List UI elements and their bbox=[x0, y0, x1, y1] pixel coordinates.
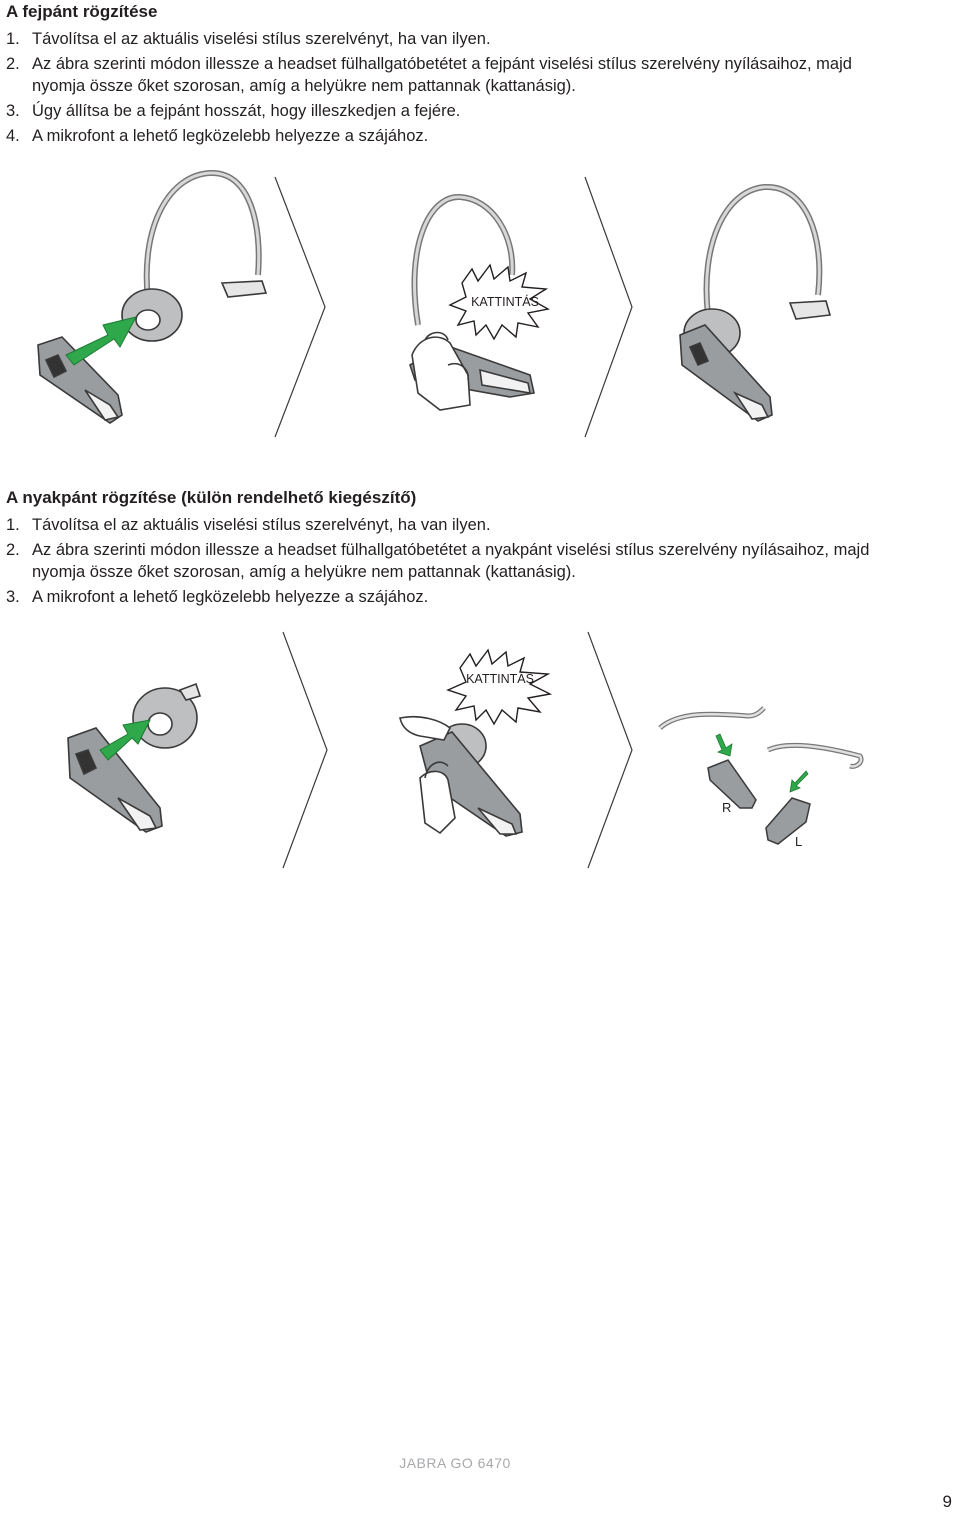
page-number: 9 bbox=[942, 1492, 952, 1511]
neckband-panel-1 bbox=[68, 684, 200, 832]
step-divider-chevron bbox=[283, 632, 327, 868]
neckband-step: 1. Távolítsa el az aktuális viselési stílus szerelvényt, ha van ilyen. bbox=[6, 516, 491, 534]
headband-step: 4. A mikrofont a lehető legközelebb helyezze a szájához. bbox=[6, 127, 429, 145]
headband-steps-list bbox=[6, 28, 906, 150]
neckband-step: 2. Az ábra szerinti módon illessze a headset fülhallgatóbetétet a nyakpánt viselési stílus szerelvény nyílásaihoz, majd nyomja össze őket szorosan, amíg a helyükre nem pattannak (kattanásig). bbox=[6, 541, 870, 581]
headband-panel-1 bbox=[38, 173, 266, 423]
click-burst-icon bbox=[448, 650, 550, 724]
right-ear-label: R bbox=[722, 800, 732, 815]
left-ear-label: L bbox=[795, 834, 803, 849]
click-label: KATTINTÁS bbox=[471, 295, 539, 309]
neckband-steps-list bbox=[6, 514, 906, 611]
headband-illustration-svg bbox=[0, 165, 960, 450]
headband-step: 1. Távolítsa el az aktuális viselési stílus szerelvényt, ha van ilyen. bbox=[6, 30, 491, 48]
click-label: KATTINTÁS bbox=[466, 672, 534, 686]
neckband-illustration bbox=[0, 628, 960, 878]
green-arrow-icon bbox=[790, 771, 808, 792]
neckband-step: 3. A mikrofont a lehető legközelebb helyezze a szájához. bbox=[6, 588, 429, 606]
neckband-illustration-svg bbox=[0, 628, 960, 878]
headband-step: 2. Az ábra szerinti módon illessze a headset fülhallgatóbetétet a fejpánt viselési stílus szerelvény nyílásaihoz, majd nyomja össze őket szorosan, amíg a helyükre nem pattannak (kattanásig). bbox=[6, 55, 852, 95]
headband-step: 3. Úgy állítsa be a fejpánt hosszát, hogy illeszkedjen a fejére. bbox=[6, 102, 461, 120]
headband-illustration bbox=[0, 165, 960, 450]
neckband-panel-3 bbox=[660, 708, 861, 844]
step-divider-chevron bbox=[275, 177, 325, 437]
green-arrow-icon bbox=[66, 317, 136, 365]
headband-panel-3 bbox=[680, 187, 830, 421]
green-arrow-icon bbox=[716, 734, 732, 756]
step-divider-chevron bbox=[588, 632, 632, 868]
step-divider-chevron bbox=[585, 177, 632, 437]
neckband-section-title: A nyakpánt rögzítése (külön rendelhető kiegészítő) bbox=[6, 488, 417, 507]
headband-section-title: A fejpánt rögzítése bbox=[6, 2, 158, 21]
neckband-panel-2 bbox=[400, 717, 522, 836]
footer-brand: JABRA GO 6470 bbox=[399, 1455, 511, 1471]
